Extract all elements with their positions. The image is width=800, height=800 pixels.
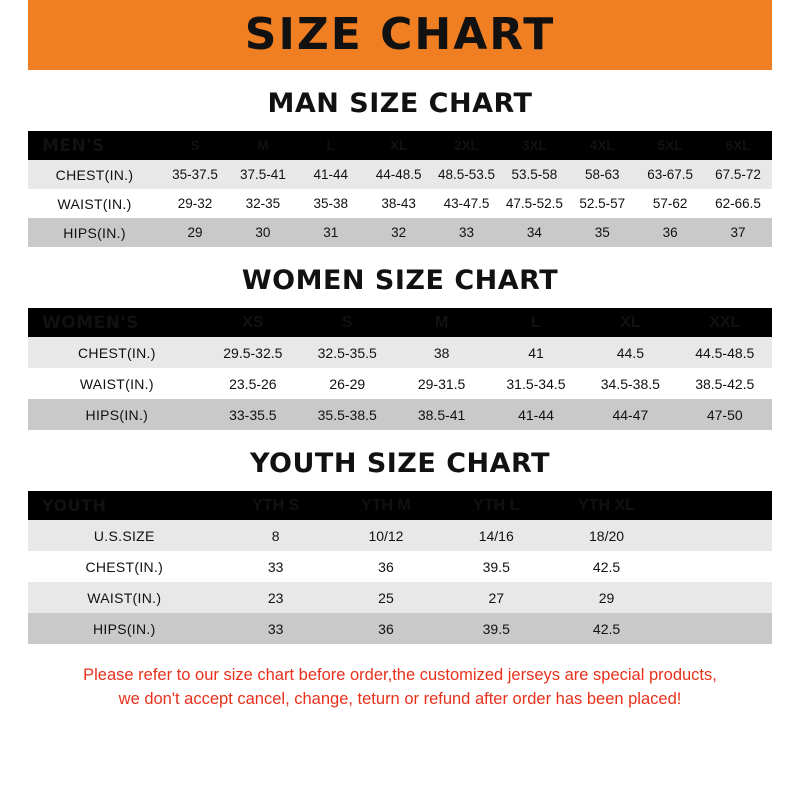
table-row	[28, 613, 772, 644]
youth-col-2: YTH L	[441, 491, 551, 520]
youth-cell-2-0: 23	[221, 582, 331, 613]
women-cell-2-5: 47-50	[678, 399, 772, 430]
section-title-man: MAN SIZE CHART	[267, 88, 533, 119]
women-cell-0-3: 41	[489, 337, 583, 368]
table-header-row	[28, 308, 772, 337]
women-corner-label: WOMEN'S	[28, 308, 206, 337]
men-size-table	[28, 131, 772, 247]
women-cell-1-5: 38.5-42.5	[678, 368, 772, 399]
men-cell-2-7: 36	[636, 218, 704, 247]
women-row-label-2: HIPS(IN.)	[28, 399, 206, 430]
women-cell-1-0: 23.5-26	[206, 368, 300, 399]
men-cell-0-1: 37.5-41	[229, 160, 297, 189]
table-row	[28, 368, 772, 399]
women-col-2: M	[394, 308, 488, 337]
table-row	[28, 189, 772, 218]
youth-col-0: YTH S	[221, 491, 331, 520]
youth-size-table	[28, 491, 772, 644]
youth-cell-0-1: 10/12	[331, 520, 441, 551]
youth-cell-0-2: 14/16	[441, 520, 551, 551]
women-cell-0-5: 44.5-48.5	[678, 337, 772, 368]
page-title: SIZE CHART	[244, 9, 556, 60]
women-size-table	[28, 308, 772, 430]
men-corner-label: MEN'S	[28, 131, 161, 160]
men-cell-2-3: 32	[365, 218, 433, 247]
women-col-5: XXL	[678, 308, 772, 337]
men-col-3: XL	[365, 131, 433, 160]
youth-col-1: YTH M	[331, 491, 441, 520]
section-title-women: WOMEN SIZE CHART	[241, 265, 559, 296]
youth-cell-0-0: 8	[221, 520, 331, 551]
men-cell-1-0: 29-32	[161, 189, 229, 218]
women-cell-0-2: 38	[394, 337, 488, 368]
table-header-row	[28, 491, 772, 520]
youth-cell-0-spacer	[662, 520, 772, 551]
table-row	[28, 399, 772, 430]
men-row-label-0: CHEST(IN.)	[28, 160, 161, 189]
table-row	[28, 520, 772, 551]
men-table-body	[28, 160, 772, 247]
women-row-label-1: WAIST(IN.)	[28, 368, 206, 399]
header-band	[0, 0, 800, 70]
footer-note-line-1: Please refer to our size chart before order,the customized jerseys are special products,	[83, 666, 717, 684]
men-row-label-2: HIPS(IN.)	[28, 218, 161, 247]
men-cell-0-7: 63-67.5	[636, 160, 704, 189]
youth-cell-1-spacer	[662, 551, 772, 582]
men-col-8: 6XL	[704, 131, 772, 160]
youth-col-spacer	[662, 491, 772, 520]
men-cell-1-1: 32-35	[229, 189, 297, 218]
youth-cell-0-3: 18/20	[551, 520, 661, 551]
men-cell-2-4: 33	[433, 218, 501, 247]
women-cell-0-1: 32.5-35.5	[300, 337, 394, 368]
footer-note-line-2: we don't accept cancel, change, teturn or refund after order has been placed!	[118, 689, 682, 708]
men-col-1: M	[229, 131, 297, 160]
men-cell-0-8: 67.5-72	[704, 160, 772, 189]
youth-cell-3-3: 42.5	[551, 613, 661, 644]
youth-cell-3-spacer	[662, 613, 772, 644]
men-col-5: 3XL	[500, 131, 568, 160]
men-cell-1-8: 62-66.5	[704, 189, 772, 218]
men-table-header	[28, 131, 772, 160]
youth-cell-2-2: 27	[441, 582, 551, 613]
women-cell-1-1: 26-29	[300, 368, 394, 399]
women-table-body	[28, 337, 772, 430]
section-title-youth: YOUTH SIZE CHART	[249, 448, 551, 479]
footer-note	[28, 664, 772, 712]
youth-corner-label: YOUTH	[28, 491, 221, 520]
youth-row-label-2: WAIST(IN.)	[28, 582, 221, 613]
content-area	[0, 88, 800, 712]
table-row	[28, 582, 772, 613]
youth-cell-3-1: 36	[331, 613, 441, 644]
men-col-4: 2XL	[433, 131, 501, 160]
table-row	[28, 218, 772, 247]
women-row-label-0: CHEST(IN.)	[28, 337, 206, 368]
youth-cell-1-1: 36	[331, 551, 441, 582]
men-cell-0-6: 58-63	[568, 160, 636, 189]
table-row	[28, 337, 772, 368]
youth-cell-2-spacer	[662, 582, 772, 613]
youth-row-label-3: HIPS(IN.)	[28, 613, 221, 644]
men-cell-0-2: 41-44	[297, 160, 365, 189]
women-cell-0-0: 29.5-32.5	[206, 337, 300, 368]
youth-row-label-0: U.S.SIZE	[28, 520, 221, 551]
youth-col-3: YTH XL	[551, 491, 661, 520]
men-cell-0-4: 48.5-53.5	[433, 160, 501, 189]
men-cell-1-2: 35-38	[297, 189, 365, 218]
youth-table-body	[28, 520, 772, 644]
men-cell-2-6: 35	[568, 218, 636, 247]
youth-table-header	[28, 491, 772, 520]
youth-row-label-1: CHEST(IN.)	[28, 551, 221, 582]
men-cell-1-3: 38-43	[365, 189, 433, 218]
youth-cell-3-0: 33	[221, 613, 331, 644]
table-row	[28, 160, 772, 189]
youth-cell-1-0: 33	[221, 551, 331, 582]
men-cell-2-8: 37	[704, 218, 772, 247]
youth-cell-2-3: 29	[551, 582, 661, 613]
men-cell-0-0: 35-37.5	[161, 160, 229, 189]
women-col-4: XL	[583, 308, 677, 337]
youth-cell-1-3: 42.5	[551, 551, 661, 582]
men-cell-0-5: 53.5-58	[500, 160, 568, 189]
men-col-7: 5XL	[636, 131, 704, 160]
women-cell-2-1: 35.5-38.5	[300, 399, 394, 430]
men-row-label-1: WAIST(IN.)	[28, 189, 161, 218]
table-row	[28, 551, 772, 582]
women-col-0: XS	[206, 308, 300, 337]
men-cell-1-4: 43-47.5	[433, 189, 501, 218]
women-cell-0-4: 44.5	[583, 337, 677, 368]
women-cell-2-4: 44-47	[583, 399, 677, 430]
women-col-1: S	[300, 308, 394, 337]
table-header-row	[28, 131, 772, 160]
men-cell-1-6: 52.5-57	[568, 189, 636, 218]
youth-cell-2-1: 25	[331, 582, 441, 613]
youth-cell-1-2: 39.5	[441, 551, 551, 582]
women-cell-1-3: 31.5-34.5	[489, 368, 583, 399]
men-cell-0-3: 44-48.5	[365, 160, 433, 189]
women-cell-2-2: 38.5-41	[394, 399, 488, 430]
men-cell-2-0: 29	[161, 218, 229, 247]
men-cell-1-5: 47.5-52.5	[500, 189, 568, 218]
women-cell-2-3: 41-44	[489, 399, 583, 430]
women-cell-2-0: 33-35.5	[206, 399, 300, 430]
men-cell-2-2: 31	[297, 218, 365, 247]
women-table-header	[28, 308, 772, 337]
men-cell-2-5: 34	[500, 218, 568, 247]
women-cell-1-4: 34.5-38.5	[583, 368, 677, 399]
men-cell-1-7: 57-62	[636, 189, 704, 218]
youth-cell-3-2: 39.5	[441, 613, 551, 644]
women-cell-1-2: 29-31.5	[394, 368, 488, 399]
women-col-3: L	[489, 308, 583, 337]
men-col-6: 4XL	[568, 131, 636, 160]
men-col-2: L	[297, 131, 365, 160]
men-cell-2-1: 30	[229, 218, 297, 247]
men-col-0: S	[161, 131, 229, 160]
